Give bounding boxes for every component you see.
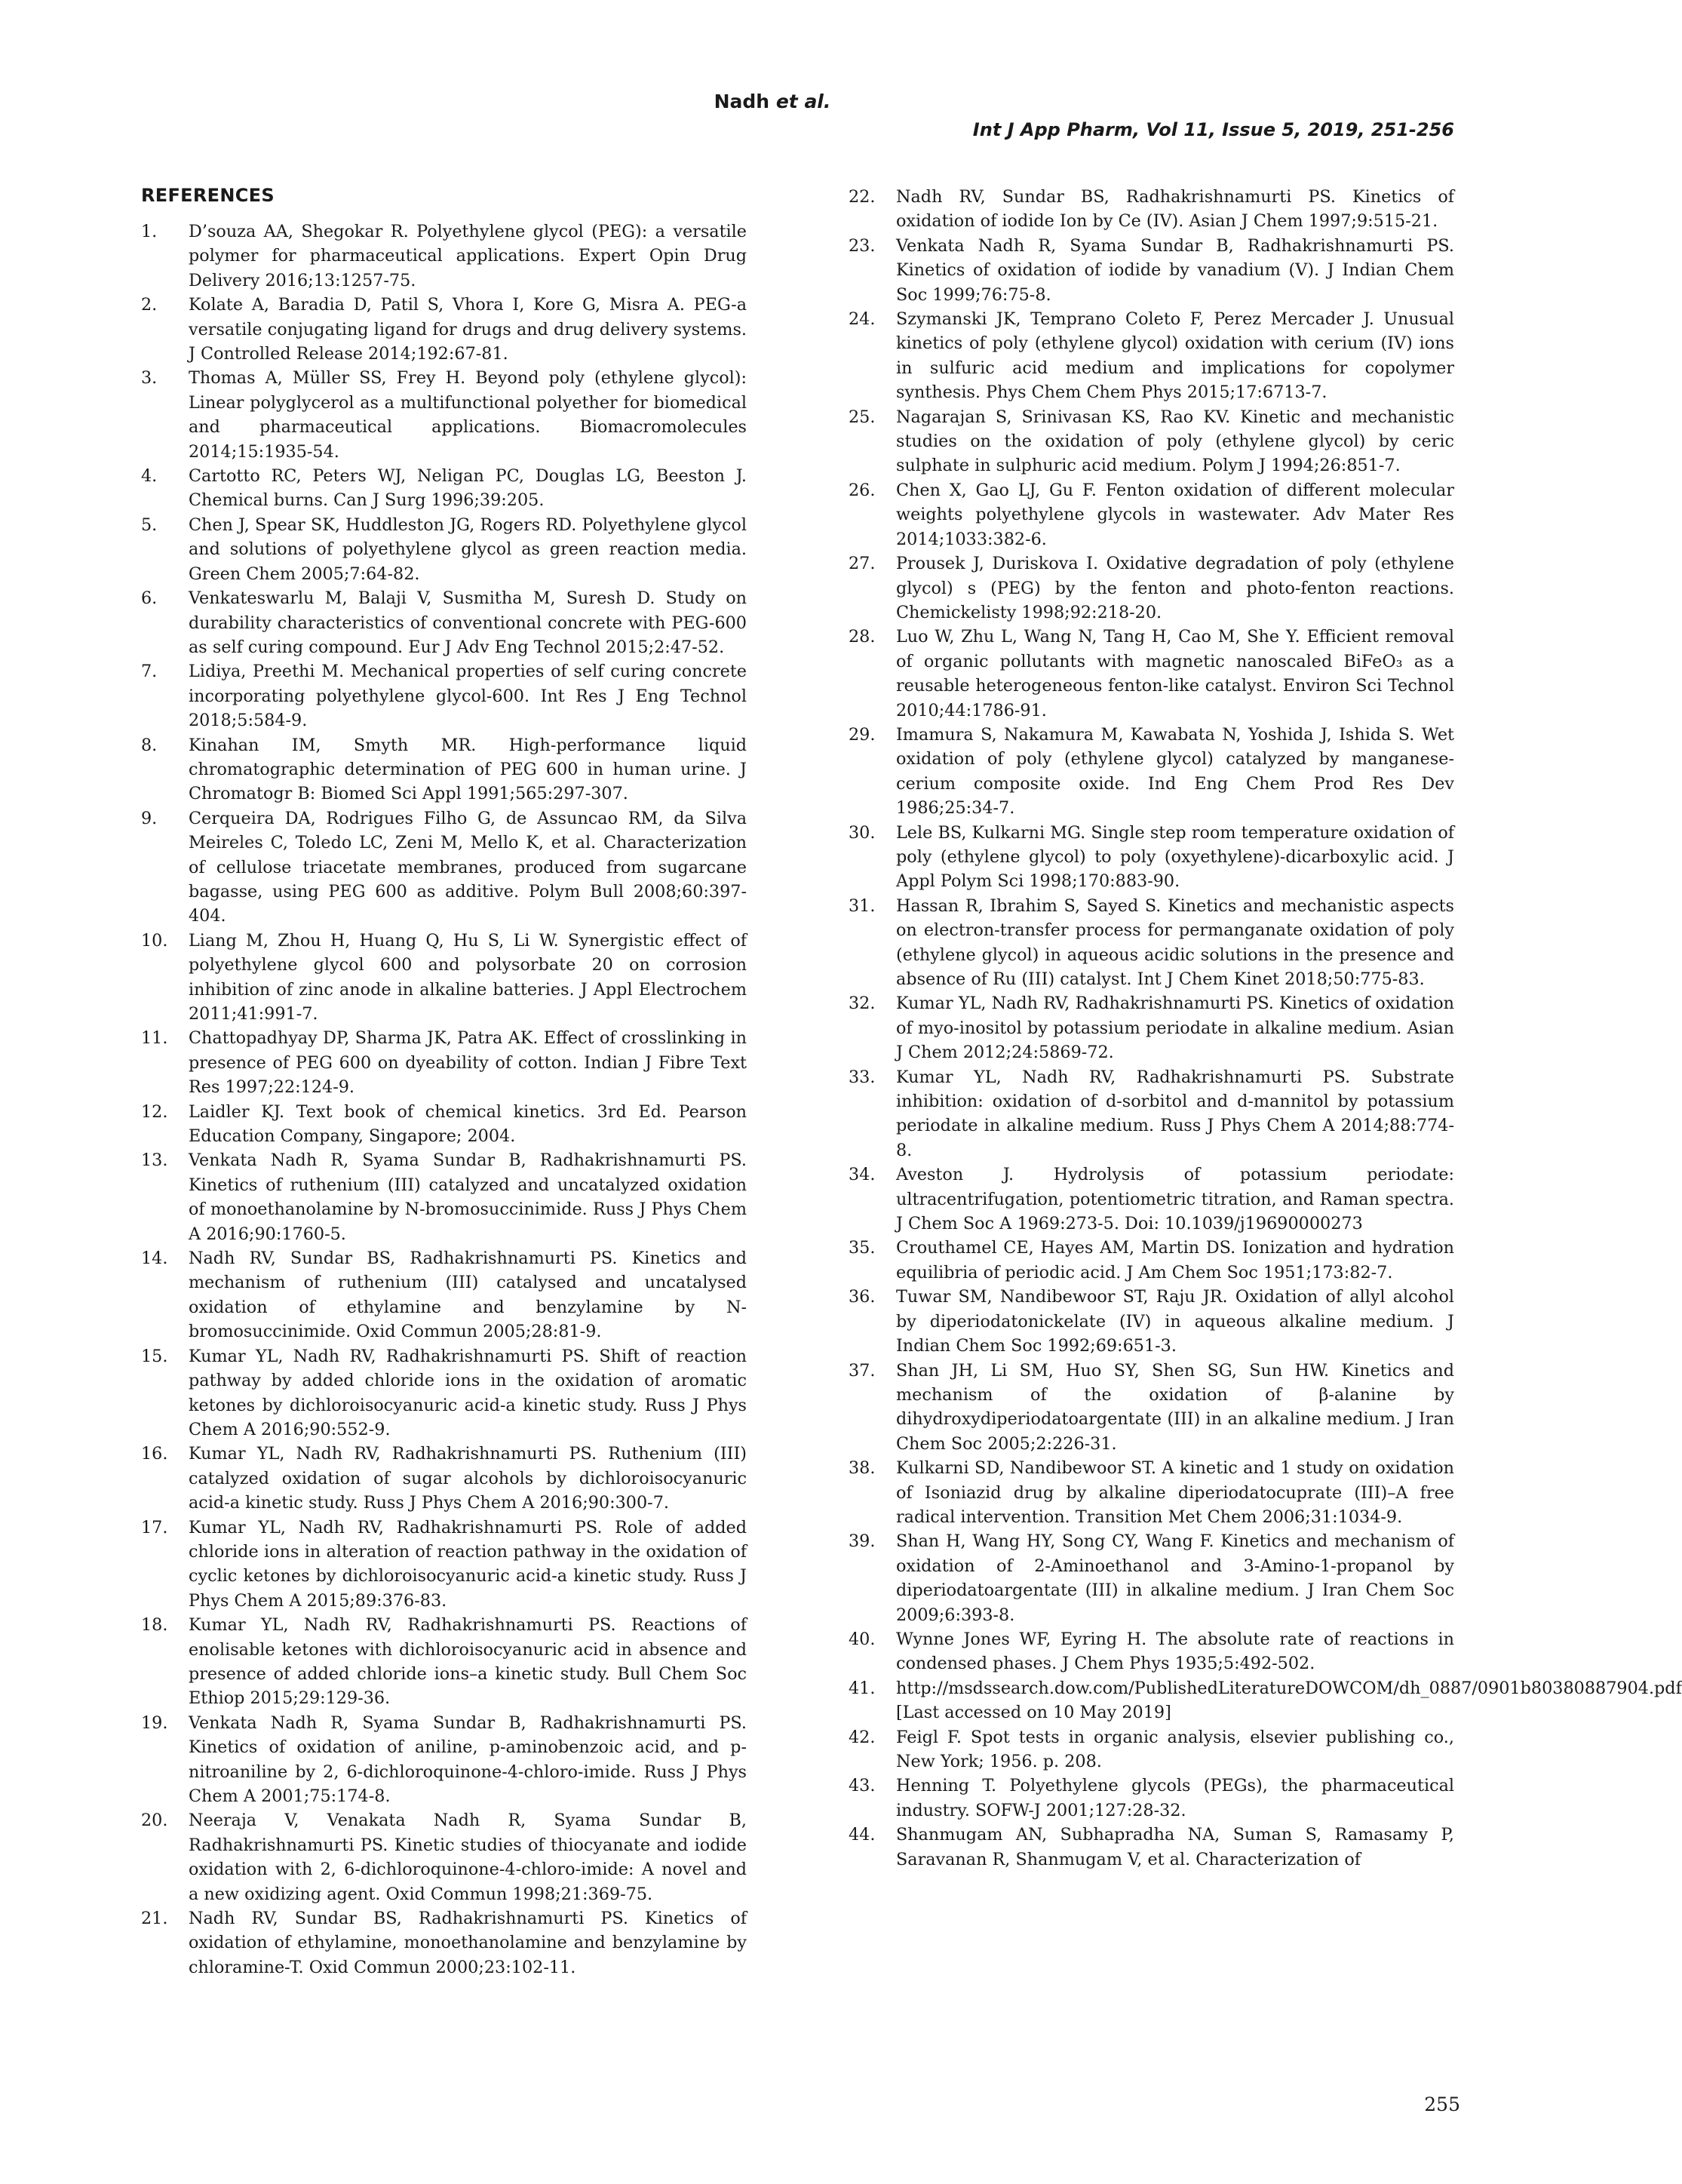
header-author-name: Nadh <box>714 91 770 112</box>
reference-number: 37. <box>849 1360 876 1381</box>
reference-number: 15. <box>141 1346 168 1366</box>
reference-text: Kumar YL, Nadh RV, Radhakrishnamurti PS. Reactions of enolisable ketones with dichloroisocyanuric acid in absence and presence of added chloride ions–a kinetic study. Bull Chem Soc Ethiop 2015;29:129-36. <box>189 1615 747 1709</box>
reference-number: 9. <box>141 808 158 828</box>
reference-item <box>141 1246 747 1344</box>
reference-item <box>141 1148 747 1246</box>
reference-number: 27. <box>849 554 876 574</box>
reference-number: 7. <box>141 662 158 682</box>
reference-number: 19. <box>141 1712 168 1733</box>
reference-text: Cartotto RC, Peters WJ, Neligan PC, Douglas LG, Beeston J. Chemical burns. Can J Surg 1996;39:205. <box>189 466 747 511</box>
running-header-journal: Int J App Pharm, Vol 11, Issue 5, 2019, 251-256 <box>972 119 1454 140</box>
reference-number: 28. <box>849 627 876 647</box>
reference-text: Kulkarni SD, Nandibewoor ST. A kinetic and 1 study on oxidation of Isoniazid drug by alkaline diperiodatocuprate (III)–A free radical intervention. Transition Met Chem 2006;31:1034-9. <box>896 1458 1454 1527</box>
reference-item <box>849 1627 1454 1676</box>
reference-item <box>141 220 747 293</box>
reference-text: Shan H, Wang HY, Song CY, Wang F. Kinetics and mechanism of oxidation of 2-Aminoethanol and 3-Amino-1-propanol by diperiodatoargentate (III) in alkaline medium. J Iran Chem Soc 2009;6:393-8. <box>896 1531 1454 1625</box>
reference-item <box>141 1711 747 1809</box>
reference-number: 31. <box>849 895 876 916</box>
reference-item <box>141 586 747 659</box>
reference-item <box>141 659 747 733</box>
reference-number: 38. <box>849 1458 876 1479</box>
reference-text: Nagarajan S, Srinivasan KS, Rao KV. Kinetic and mechanistic studies on the oxidation of poly (ethylene glycol) by ceric sulphate in sulphuric acid medium. Polym J 1994;26:851-7. <box>896 407 1454 476</box>
reference-item <box>849 1774 1454 1823</box>
reference-item <box>141 1442 747 1515</box>
reference-item <box>849 1529 1454 1627</box>
running-header-author <box>0 91 1545 112</box>
reference-number: 44. <box>849 1825 876 1845</box>
reference-item <box>849 551 1454 625</box>
reference-number: 39. <box>849 1531 876 1552</box>
reference-item <box>849 405 1454 478</box>
reference-item <box>141 1516 747 1614</box>
reference-item <box>849 1823 1454 1872</box>
reference-text: Cerqueira DA, Rodrigues Filho G, de Assuncao RM, da Silva Meireles C, Toledo LC, Zeni M, Mello K, et al. Characterization of cellulose triacetate membranes, produced from sugarcane bagasse, using PEG 600 as additive. Polym Bull 2008;60:397-404. <box>189 808 747 926</box>
reference-number: 26. <box>849 480 876 500</box>
reference-text: Chattopadhyay DP, Sharma JK, Patra AK. Effect of crosslinking in presence of PEG 600 on dyeability of cotton. Indian J Fibre Text Res 1997;22:124-9. <box>189 1028 747 1098</box>
reference-item <box>849 1065 1454 1163</box>
reference-item <box>141 1344 747 1442</box>
reference-number: 36. <box>849 1287 876 1307</box>
reference-text: Venkata Nadh R, Syama Sundar B, Radhakrishnamurti PS. Kinetics of oxidation of aniline, p-aminobenzoic acid, and p-nitroaniline by 2, 6-dichloroquinone-4-chloro-imide. Russ J Phys Chem A 2001;75:174-8. <box>189 1712 747 1806</box>
reference-number: 5. <box>141 515 158 535</box>
reference-item <box>141 513 747 586</box>
reference-number: 22. <box>849 187 876 207</box>
references-heading: REFERENCES <box>141 185 275 206</box>
reference-number: 18. <box>141 1615 168 1636</box>
reference-text: Venkata Nadh R, Syama Sundar B, Radhakrishnamurti PS. Kinetics of ruthenium (III) catalyzed and uncatalyzed oxidation of monoethanolamine by N-bromosuccinimide. Russ J Phys Chem A 2016;90:1760-5. <box>189 1150 747 1244</box>
reference-text: Imamura S, Nakamura M, Kawabata N, Yoshida J, Ishida S. Wet oxidation of poly (ethylene glycol) catalyzed by manganese-cerium composite oxide. Ind Eng Chem Prod Res Dev 1986;25:34-7. <box>896 724 1454 819</box>
reference-text: Wynne Jones WF, Eyring H. The absolute rate of reactions in condensed phases. J Chem Phys 1935;5:492-502. <box>896 1629 1454 1674</box>
reference-text: Nadh RV, Sundar BS, Radhakrishnamurti PS. Kinetics of oxidation of ethylamine, monoethanolamine and benzylamine by chloramine-T. Oxid Commun 2000;23:102-11. <box>189 1909 747 1977</box>
reference-number: 30. <box>849 822 876 843</box>
reference-text: Luo W, Zhu L, Wang N, Tang H, Cao M, She Y. Efficient removal of organic pollutants with magnetic nanoscaled BiFeO₃ as a reusable heterogeneous fenton-like catalyst. Environ Sci Technol 2010;44:1786-91. <box>896 627 1454 720</box>
reference-text: Hassan R, Ibrahim S, Sayed S. Kinetics and mechanistic aspects on electron-transfer process for permanganate oxidation of poly (ethylene glycol) in aqueous acidic solutions in the presence and absence of Ru (III) catalyst. Int J Chem Kinet 2018;50:775-83. <box>896 895 1454 989</box>
reference-item <box>849 1676 1682 1725</box>
reference-text: Henning T. Polyethylene glycols (PEGs), the pharmaceutical industry. SOFW-J 2001;127:28-32. <box>896 1776 1454 1820</box>
reference-number: 29. <box>849 724 876 745</box>
reference-item <box>849 723 1454 821</box>
reference-text: Kumar YL, Nadh RV, Radhakrishnamurti PS. Ruthenium (III) catalyzed oxidation of sugar alcohols by dichloroisocyanuric acid-a kinetic study. Russ J Phys Chem A 2016;90:300-7. <box>189 1444 747 1513</box>
reference-item <box>849 894 1454 992</box>
reference-list-right <box>849 185 1682 1872</box>
header-author-etal: et al. <box>775 91 831 112</box>
reference-item <box>141 464 747 513</box>
reference-number: 12. <box>141 1101 168 1122</box>
reference-number: 4. <box>141 466 158 487</box>
reference-item <box>849 1163 1454 1236</box>
reference-text: Chen J, Spear SK, Huddleston JG, Rogers RD. Polyethylene glycol and solutions of polyethylene glycol as green reaction media. Green Chem 2005;7:64-82. <box>189 515 747 584</box>
reference-text: Venkata Nadh R, Syama Sundar B, Radhakrishnamurti PS. Kinetics of oxidation of iodide by vanadium (V). J Indian Chem Soc 1999;76:75-8. <box>896 235 1454 305</box>
reference-item <box>141 806 747 929</box>
reference-item <box>849 1236 1454 1285</box>
reference-item <box>141 1906 747 1980</box>
reference-item <box>141 366 747 464</box>
reference-item <box>141 929 747 1027</box>
reference-number: 16. <box>141 1444 168 1464</box>
reference-item <box>849 185 1454 234</box>
reference-item <box>849 234 1454 307</box>
reference-text: Lele BS, Kulkarni MG. Single step room temperature oxidation of poly (ethylene glycol) to poly (oxyethylene)-dicarboxylic acid. J Appl Polym Sci 1998;170:883-90. <box>896 822 1454 892</box>
reference-text: D’souza AA, Shegokar R. Polyethylene glycol (PEG): a versatile polymer for pharmaceutical applications. Expert Opin Drug Delivery 2016;13:1257-75. <box>189 222 747 290</box>
reference-item <box>141 733 747 806</box>
reference-text: Kumar YL, Nadh RV, Radhakrishnamurti PS. Shift of reaction pathway by added chloride ions in the oxidation of aromatic ketones by dichloroisocyanuric acid-a kinetic study. Russ J Phys Chem A 2016;90:552-9. <box>189 1346 747 1439</box>
reference-number: 33. <box>849 1067 876 1087</box>
reference-number: 2. <box>141 295 158 315</box>
page-number: 255 <box>1424 2093 1460 2115</box>
reference-text: Shan JH, Li SM, Huo SY, Shen SG, Sun HW. Kinetics and mechanism of the oxidation of β-alanine by dihydroxydiperiodatoargentate (III) in an alkaline medium. J Iran Chem Soc 2005;2:226-31. <box>896 1360 1454 1454</box>
reference-item <box>141 1026 747 1099</box>
reference-text: Aveston J. Hydrolysis of potassium periodate: ultracentrifugation, potentiometric titration, and Raman spectra. J Chem Soc A 1969:273-5. Doi: 10.1039/j19690000273 <box>896 1165 1454 1234</box>
reference-item <box>849 1359 1454 1457</box>
reference-item <box>141 1613 747 1711</box>
reference-number: 3. <box>141 368 158 389</box>
reference-item <box>849 1285 1454 1358</box>
reference-number: 6. <box>141 588 158 609</box>
reference-number: 32. <box>849 994 876 1014</box>
reference-text: Chen X, Gao LJ, Gu F. Fenton oxidation of different molecular weights polyethylene glycols in wastewater. Adv Mater Res 2014;1033:382-6. <box>896 480 1454 549</box>
reference-item <box>849 478 1454 551</box>
reference-text: Kinahan IM, Smyth MR. High-performance liquid chromatographic determination of PEG 600 in human urine. J Chromatogr B: Biomed Sci Appl 1991;565:297-307. <box>189 735 747 804</box>
references-column-left <box>141 185 747 1980</box>
reference-text: Thomas A, Müller SS, Frey H. Beyond poly (ethylene glycol): Linear polyglycerol as a multifunctional polyether for biomedical and pharmaceutical applications. Biomacromolecules 2014;15:1935-54. <box>189 368 747 462</box>
reference-number: 10. <box>141 930 168 951</box>
references-column-right <box>849 185 1682 1872</box>
reference-number: 25. <box>849 407 876 427</box>
reference-item <box>849 1456 1454 1529</box>
reference-text: Lidiya, Preethi M. Mechanical properties of self curing concrete incorporating polyethylene glycol-600. Int Res J Eng Technol 2018;5:584-9. <box>189 662 747 731</box>
reference-item <box>849 1725 1454 1774</box>
reference-number: 42. <box>849 1727 876 1747</box>
reference-text: http://msdssearch.dow.com/PublishedLiteratureDOWCOM/dh_0887/0901b80380887904.pdf [Last accessed on 10 May 2019] <box>896 1678 1682 1723</box>
reference-text: Crouthamel CE, Hayes AM, Martin DS. Ionization and hydration equilibria of periodic acid. J Am Chem Soc 1951;173:82-7. <box>896 1238 1454 1282</box>
reference-text: Szymanski JK, Temprano Coleto F, Perez Mercader J. Unusual kinetics of poly (ethylene glycol) oxidation with cerium (IV) ions in sulfuric acid medium and implications for copolymer synthesis. Phys Chem Chem Phys 2015;17:6713-7. <box>896 309 1454 403</box>
reference-item <box>849 821 1454 894</box>
reference-text: Neeraja V, Venakata Nadh R, Syama Sundar B, Radhakrishnamurti PS. Kinetic studies of thiocyanate and iodide oxidation with 2, 6-dichloroquinone-4-chloro-imide: A novel and a new oxidizing agent. Oxid Commun 1998;21:369-75. <box>189 1811 747 1904</box>
reference-number: 34. <box>849 1165 876 1185</box>
reference-number: 41. <box>849 1678 876 1698</box>
reference-number: 8. <box>141 735 158 755</box>
reference-number: 35. <box>849 1238 876 1258</box>
reference-text: Nadh RV, Sundar BS, Radhakrishnamurti PS. Kinetics of oxidation of iodide Ion by Ce (IV). Asian J Chem 1997;9:515-21. <box>896 187 1454 232</box>
reference-number: 40. <box>849 1629 876 1649</box>
reference-number: 13. <box>141 1150 168 1171</box>
reference-item <box>141 293 747 366</box>
reference-text: Nadh RV, Sundar BS, Radhakrishnamurti PS. Kinetics and mechanism of ruthenium (III) catalysed and uncatalysed oxidation of ethylamine and benzylamine by N-bromosuccinimide. Oxid Commun 2005;28:81-9. <box>189 1249 747 1342</box>
reference-text: Kumar YL, Nadh RV, Radhakrishnamurti PS. Role of added chloride ions in alteration of reaction pathway in the oxidation of cyclic ketones by dichloroisocyanuric acid-a kinetic study. Russ J Phys Chem A 2015;89:376-83. <box>189 1517 747 1611</box>
reference-text: Liang M, Zhou H, Huang Q, Hu S, Li W. Synergistic effect of polyethylene glycol 600 and polysorbate 20 on corrosion inhibition of zinc anode in alkaline batteries. J Appl Electrochem 2011;41:991-7. <box>189 930 747 1024</box>
reference-number: 14. <box>141 1249 168 1269</box>
reference-text: Prousek J, Duriskova I. Oxidative degradation of poly (ethylene glycol) s (PEG) by the fenton and photo-fenton reactions. Chemickelisty 1998;92:218-20. <box>896 554 1454 622</box>
reference-number: 23. <box>849 235 876 256</box>
reference-text: Tuwar SM, Nandibewoor ST, Raju JR. Oxidation of allyl alcohol by diperiodatonickelate (IV) in aqueous alkaline medium. J Indian Chem Soc 1992;69:651-3. <box>896 1287 1454 1356</box>
reference-number: 24. <box>849 309 876 330</box>
reference-item <box>141 1100 747 1149</box>
reference-item <box>141 1808 747 1906</box>
reference-number: 1. <box>141 222 158 241</box>
reference-text: Laidler KJ. Text book of chemical kinetics. 3rd Ed. Pearson Education Company, Singapore; 2004. <box>189 1101 747 1147</box>
reference-item <box>849 307 1454 405</box>
reference-number: 17. <box>141 1517 168 1537</box>
reference-text: Kumar YL, Nadh RV, Radhakrishnamurti PS. Kinetics of oxidation of myo-inositol by potassium periodate in alkaline medium. Asian J Chem 2012;24:5869-72. <box>896 994 1454 1063</box>
reference-item <box>849 625 1454 723</box>
reference-number: 21. <box>141 1909 168 1929</box>
reference-text: Shanmugam AN, Subhapradha NA, Suman S, Ramasamy P, Saravanan R, Shanmugam V, et al. Characterization of <box>896 1825 1454 1869</box>
reference-list-left <box>141 220 747 1980</box>
reference-item <box>849 991 1454 1064</box>
reference-text: Venkateswarlu M, Balaji V, Susmitha M, Suresh D. Study on durability characteristics of conventional concrete with PEG-600 as self curing compound. Eur J Adv Eng Technol 2015;2:47-52. <box>189 588 747 657</box>
reference-text: Kolate A, Baradia D, Patil S, Vhora I, Kore G, Misra A. PEG-a versatile conjugating ligand for drugs and drug delivery systems. J Controlled Release 2014;192:67-81. <box>189 295 747 364</box>
reference-text: Kumar YL, Nadh RV, Radhakrishnamurti PS. Substrate inhibition: oxidation of d-sorbitol and d-mannitol by potassium periodate in alkaline medium. Russ J Phys Chem A 2014;88:774-8. <box>896 1067 1454 1160</box>
reference-number: 43. <box>849 1776 876 1796</box>
reference-number: 11. <box>141 1028 168 1049</box>
reference-number: 20. <box>141 1811 168 1831</box>
reference-text: Feigl F. Spot tests in organic analysis, elsevier publishing co., New York; 1956. p. 208. <box>896 1727 1454 1771</box>
